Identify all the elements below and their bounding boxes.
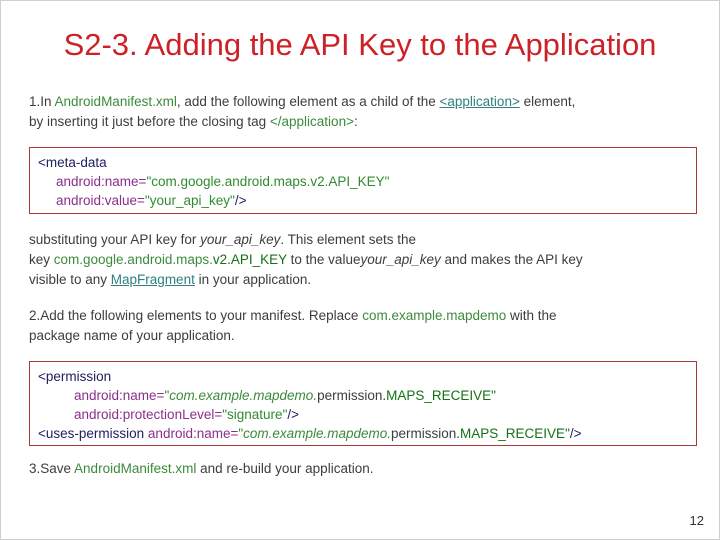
- xml-attr-android-name: android:name=: [147, 426, 239, 441]
- package-com-example-mapdemo: com.example.mapdemo: [362, 308, 507, 323]
- application-tag-link[interactable]: <application>: [439, 94, 520, 109]
- text-segment: 2.Add the following elements to your manifest. Replace: [29, 308, 363, 323]
- xml-attr-protection-level: android:protectionLevel=: [74, 407, 223, 422]
- xml-tag-permission: <permission: [38, 369, 112, 384]
- quote: ": [238, 426, 244, 441]
- step3-paragraph: [29, 459, 699, 479]
- maps-key-api-key: v2.API_KEY: [212, 252, 287, 267]
- xml-attr-android-name: android:name=: [56, 174, 147, 189]
- text-segment: in your application.: [194, 272, 312, 287]
- code-block-permission: [29, 361, 697, 446]
- substituting-line1: [29, 230, 699, 250]
- xml-tag-meta-data: <meta-data: [38, 155, 107, 170]
- placeholder-package: com.example.mapdemo.: [243, 426, 391, 441]
- text-segment: visible to any: [29, 272, 111, 287]
- code2-line1: [38, 367, 688, 386]
- step1-line2: [29, 112, 699, 132]
- xml-tag-close: />: [234, 193, 247, 208]
- permission-segment: permission.: [317, 388, 387, 403]
- step3-line1: [29, 459, 699, 479]
- substituting-line2: [29, 250, 699, 270]
- text-segment: . This element sets the: [280, 232, 416, 247]
- text-segment: by inserting it just before the closing tag: [29, 114, 270, 129]
- step1-line1: [29, 92, 699, 112]
- text-segment: 3.Save: [29, 461, 75, 476]
- step2-line2: [29, 326, 699, 346]
- text-segment: to the value: [286, 252, 361, 267]
- xml-attr-android-name: android:name=: [74, 388, 165, 403]
- closing-application-tag: </application>: [269, 114, 354, 129]
- text-segment: , add the following element as a child of the: [176, 94, 440, 109]
- permission-segment: permission.: [391, 426, 461, 441]
- filename-androidmanifest: AndroidManifest.xml: [74, 461, 197, 476]
- code2-line2: [38, 386, 688, 405]
- mapfragment-link[interactable]: MapFragment: [110, 272, 195, 287]
- substituting-paragraph: [29, 230, 699, 290]
- text-segment: and makes the API key: [440, 252, 583, 267]
- step2-line1: [29, 306, 699, 326]
- placeholder-your-api-key: your_api_key: [200, 232, 281, 247]
- maps-receive-segment: MAPS_RECEIVE": [386, 388, 496, 403]
- step1-paragraph: [29, 92, 699, 132]
- slide-title: S2-3. Adding the API Key to the Application: [63, 27, 657, 62]
- substituting-line3: [29, 270, 699, 290]
- page-number: 12: [689, 513, 704, 528]
- step2-paragraph: [29, 306, 699, 346]
- code1-line2: [38, 172, 688, 191]
- text-segment: key: [29, 252, 54, 267]
- text-segment: package name of your application.: [29, 328, 235, 343]
- maps-key-package: com.google.android.maps.: [53, 252, 213, 267]
- placeholder-your-api-key: your_api_key: [360, 252, 441, 267]
- xml-value-your-api-key: "your_api_key": [144, 193, 235, 208]
- text-segment: substituting your API key for: [29, 232, 201, 247]
- code1-line1: [38, 153, 688, 172]
- code2-line4: [38, 424, 688, 443]
- code2-line3: [38, 405, 688, 424]
- placeholder-package: com.example.mapdemo.: [169, 388, 318, 403]
- filename-androidmanifest: AndroidManifest.xml: [54, 94, 177, 109]
- text-segment: element,: [519, 94, 576, 109]
- maps-receive-segment: MAPS_RECEIVE": [460, 426, 570, 441]
- xml-tag-uses-permission: <uses-permission: [38, 426, 148, 441]
- xml-tag-close: />: [287, 407, 299, 422]
- text-segment: :: [353, 114, 358, 129]
- code-block-meta-data: [29, 147, 697, 214]
- xml-attr-android-value: android:value=: [56, 193, 145, 208]
- text-segment: and re-build your application.: [196, 461, 374, 476]
- code1-line3: [38, 191, 688, 210]
- text-segment: 1.In: [29, 94, 55, 109]
- xml-value-api-key-name: "com.google.android.maps.v2.API_KEY": [146, 174, 390, 189]
- quote: ": [164, 388, 170, 403]
- xml-tag-close: />: [569, 426, 582, 441]
- text-segment: with the: [506, 308, 557, 323]
- xml-value-signature: "signature": [222, 407, 288, 422]
